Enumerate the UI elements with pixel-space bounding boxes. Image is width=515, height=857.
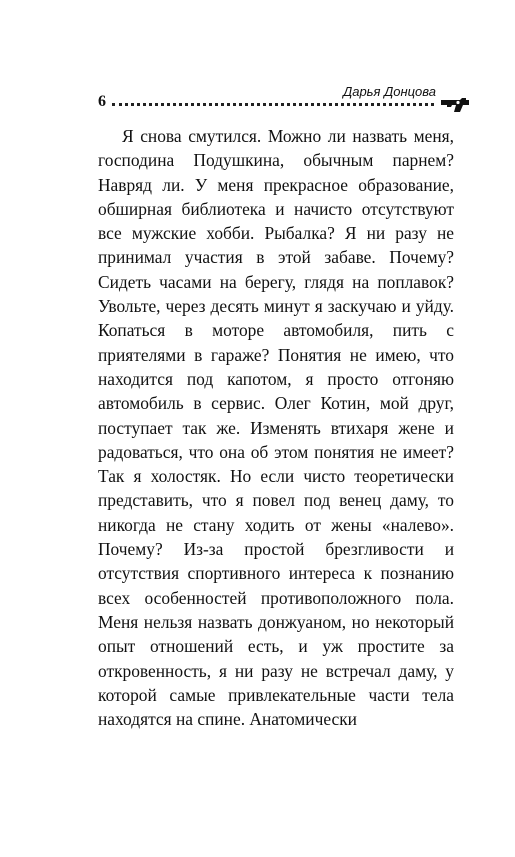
running-head-author: Дарья Донцова: [343, 84, 436, 99]
revolver-icon: [440, 94, 470, 114]
body-paragraph: Я снова смутился. Можно ли назвать меня, господина Подушкина, обычным парнем? Навряд ли. У меня прекрасное образование, обширная библиотека и начисто отсутствуют все мужские хобби. Рыбалка? Я ни разу не принимал участия в этой забаве. Почему? Сидеть часами на берегу, глядя на поплавок? Увольте, через десять минут я заскучаю и уйду. Копаться в моторе автомобиля, пить с приятелями в гараже? Понятия не имею, что находится под капотом, я просто отгоняю автомобиль в сервис. Олег Котин, мой друг, поступает так же. Изменять втихаря жене и радоваться, что она об этом понятия не имеет? Так я холостяк. Но если чисто теоретически представить, что я повел под венец даму, то никогда не стану ходить от жены «налево». Почему? Из-за простой брезгливости и отсутствия спортивного интереса к познанию всех особенностей противоположного пола. Меня нельзя назвать донжуаном, но некоторый опыт отношений есть, и уж простите за откровенность, я ни разу не встречал даму, у которой самые привлекательные части тела находятся на спине. Анатомически: [98, 126, 454, 730]
page-number: 6: [98, 93, 106, 110]
dotted-rule: [112, 103, 434, 106]
page-header: [98, 84, 470, 116]
